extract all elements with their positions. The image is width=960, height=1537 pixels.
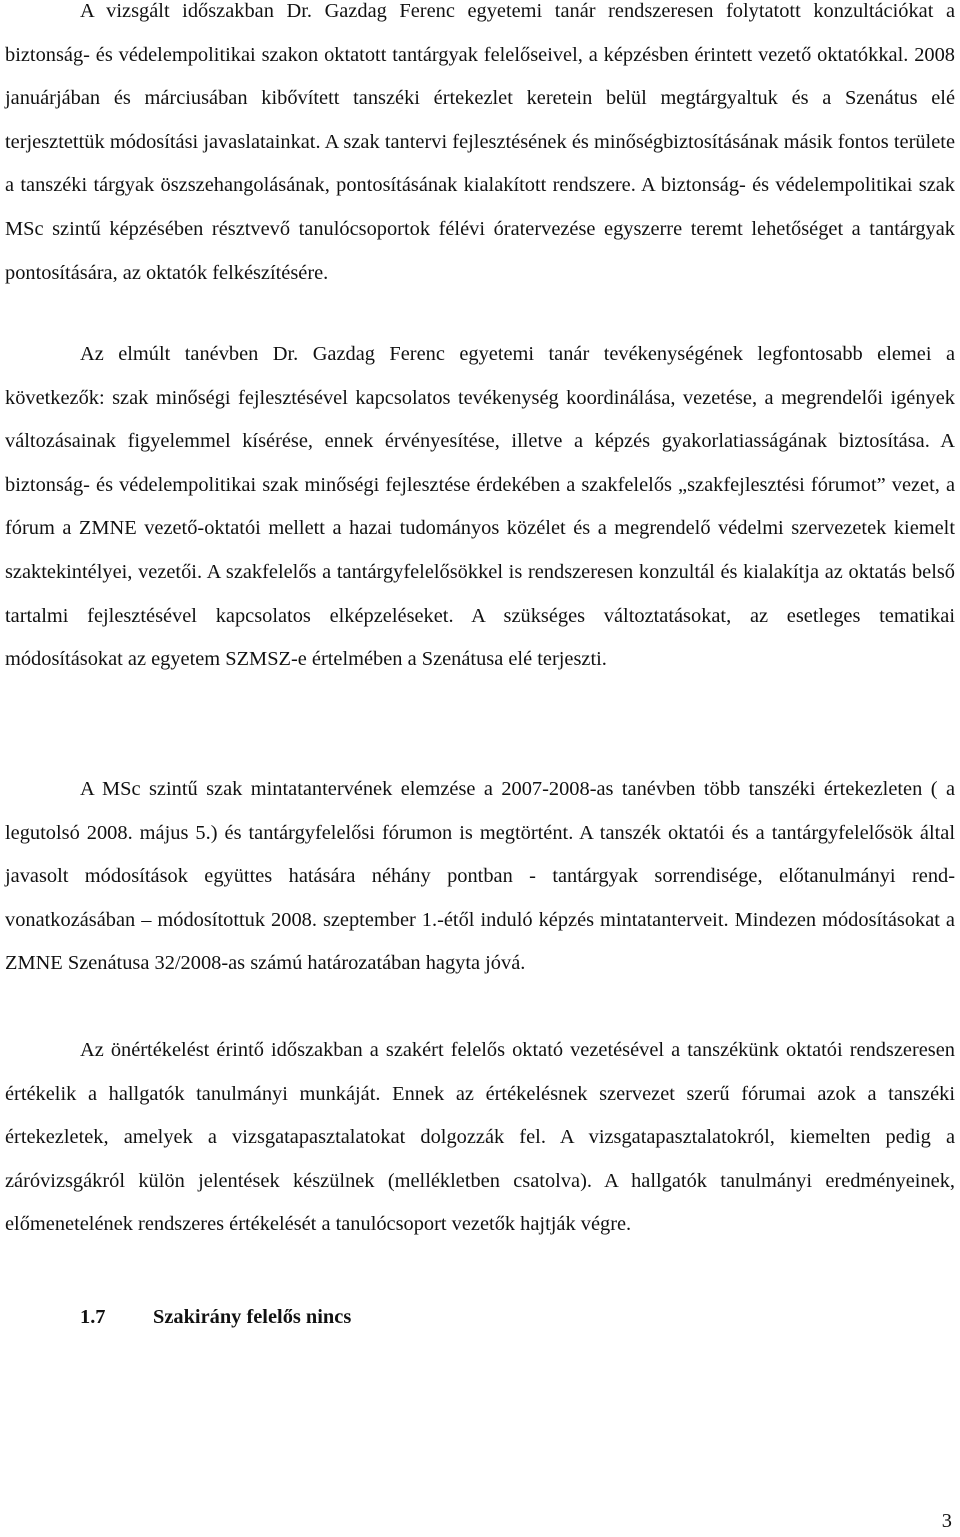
page-number: 3 xyxy=(941,1510,952,1532)
paragraph-self-assessment: Az önértékelést érintő időszakban a szakért felelős oktató vezetésével a tanszékünk oktatói rendszeresen értékelik a hallgatók tanulmányi munkáját. Ennek az értékelésnek szervezet szerű fórumai azok a tanszéki értekezletek, amelyek a vizsgatapasztalatokat dolgozzák fel. A vizsgatapasztalatokról, kiemelten pedig a záróvizsgákról külön jelentések készülnek (mellékletben csatolva). A hallgatók tanulmányi eredményeinek, előmenetelének rendszeres értékelését a tanulócsoport vezetők hajtják végre. xyxy=(5,1039,955,1236)
paragraph-curriculum-analysis: A MSc szintű szak mintatantervének elemzése a 2007-2008-as tanévben több tanszéki értekezleten ( a legutolsó 2008. május 5.) és tantárgyfelelősi fórumon is megtörtént. A tanszék oktatói és a tantárgyfelelősök által javasolt módosítások együttes hatására néhány pontban - tantárgyak sorrendisége, előtanulmányi rend- vonatkozásában – módosítottuk 2008. szeptember 1.-étől induló képzés mintatanterveit. Mindezen módosításokat a ZMNE Szenátusa 32/2008-as számú határozatában hagyta jóvá. xyxy=(5,778,955,975)
paragraph-consultations: A vizsgált időszakban Dr. Gazdag Ferenc egyetemi tanár rendszeresen folytatott konzultációkat a biztonság- és védelempolitikai szakon oktatott tantárgyak felelőseivel, a képzésben érintett vezető oktatókkal. 2008 januárjában és márciusában kibővített tanszéki értekezlet keretein belül megtárgyaltuk és a Szenátus elé terjesztettük módosítási javaslatainkat. A szak tantervi fejlesztésének és minőségbiztosításának másik fontos területe a tanszéki tárgyak öszszehangolásának, pontosításának kialakított rendszere. A biztonság- és védelempolitikai szak MSc szintű képzésében résztvevő tanulócsoportok félévi óratervezése egyszerre teremt lehetőséget a tantárgyak pontosítására, az oktatók felkészítésére. xyxy=(5,0,955,284)
paragraph-responsibilities: Az elmúlt tanévben Dr. Gazdag Ferenc egyetemi tanár tevékenységének legfontosabb elemei a következők: szak minőségi fejlesztésével kapcsolatos tevékenység koordinálása, vezetése, a megrendelői igények változásainak figyelemmel kísérése, ennek érvényesítése, illetve a képzés gyakorlatiasságának biztosítása. A biztonság- és védelempolitikai szak minőségi fejlesztése érdekében a szakfelelős „szakfejlesztési fórumot” vezet, a fórum a ZMNE vezető-oktatói mellett a hazai tudományos közélet és a megrendelő védelmi szervezetek kiemelt szaktekintélyei, vezetői. A szakfelelős a tantárgyfelelősökkel is rendszeresen konzultál és kialakítja az oktatás belső tartalmi fejlesztésével kapcsolatos elképzeléseket. A szükséges változtatásokat, az esetleges tematikai módosításokat az egyetem SZMSZ-e értelmében a Szenátusa elé terjeszti. xyxy=(5,343,955,671)
section-number: 1.7 xyxy=(80,1306,106,1328)
section-title: Szakirány felelős nincs xyxy=(153,1306,352,1328)
section-heading xyxy=(80,1296,351,1340)
